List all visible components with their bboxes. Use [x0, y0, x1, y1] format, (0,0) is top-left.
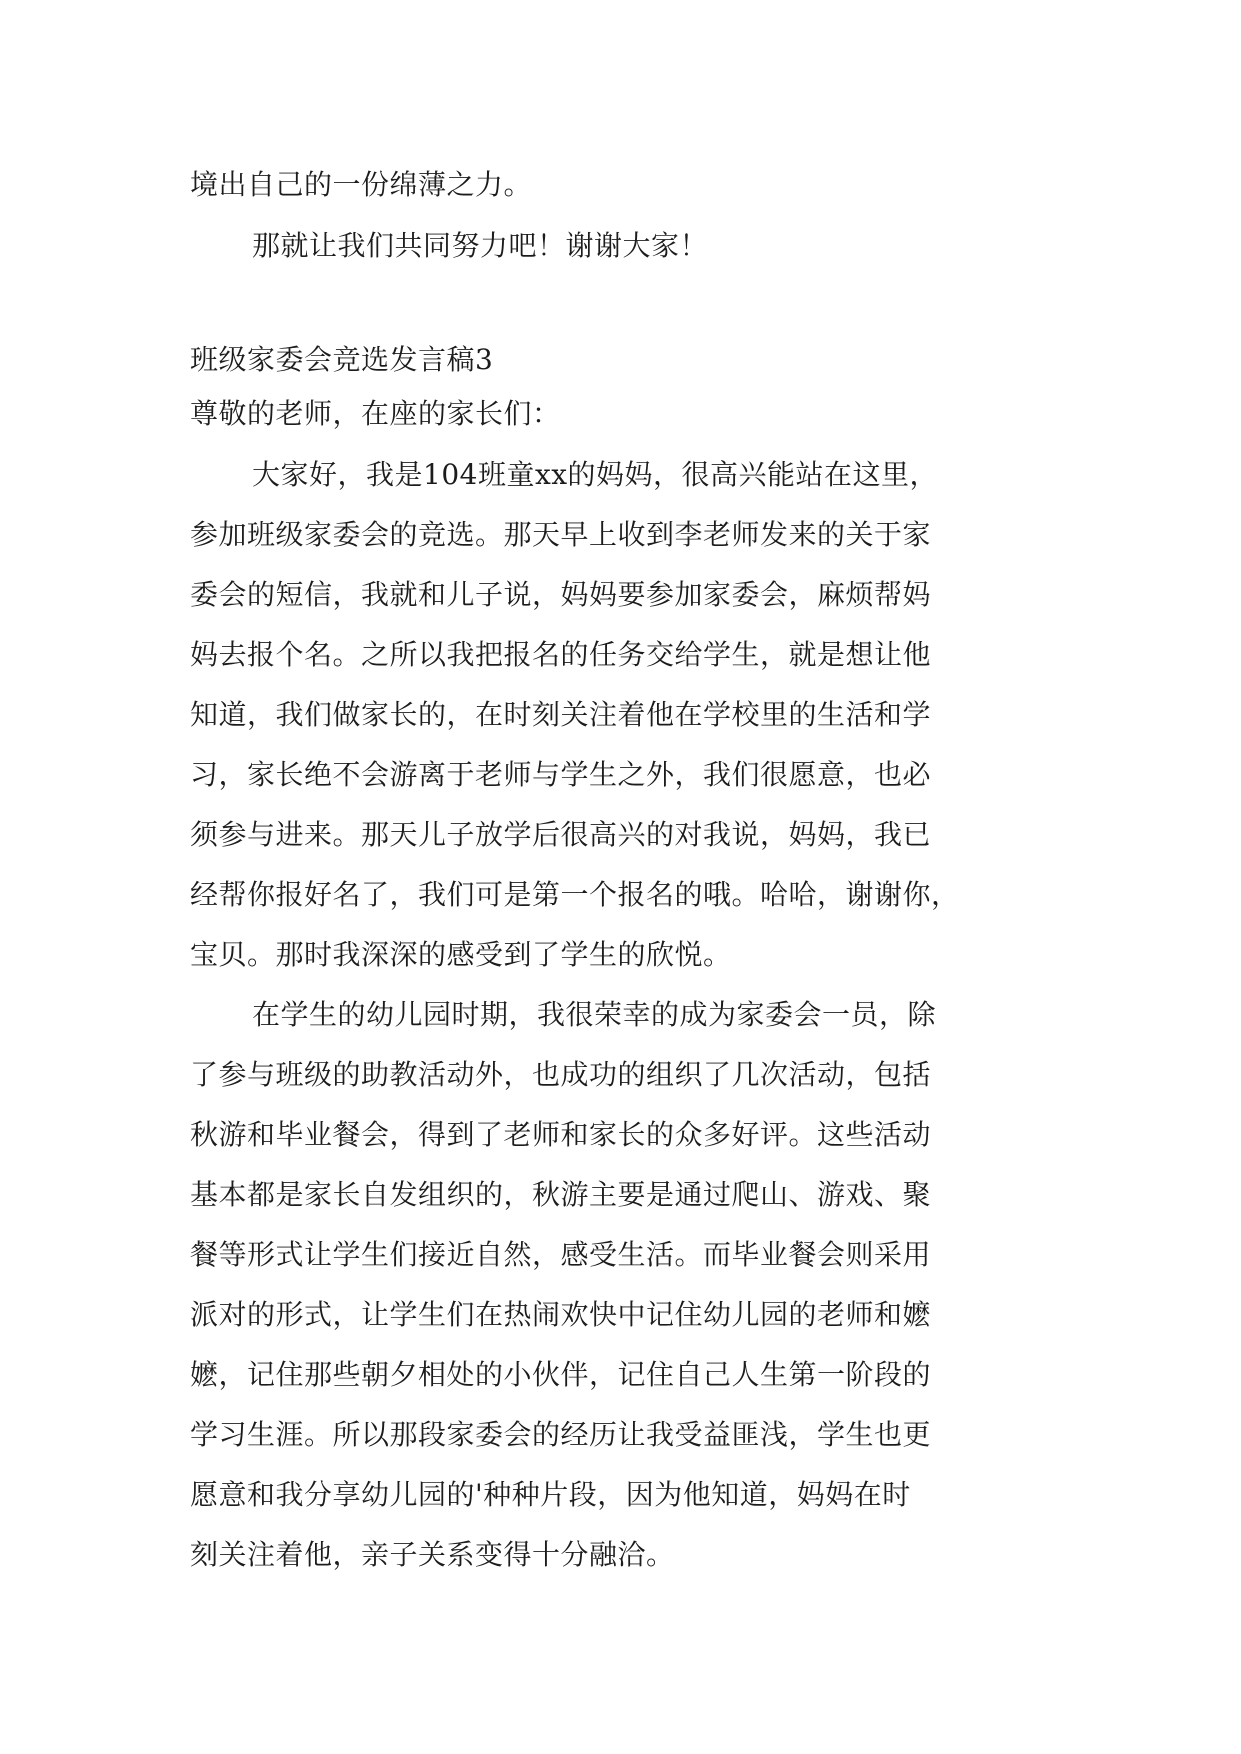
paragraph-line: 境出自己的一份绵薄之力。	[190, 168, 533, 201]
paragraph-line: 餐等形式让学生们接近自然，感受生活。而毕业餐会则采用	[190, 1238, 932, 1271]
paragraph-line: 学习生涯。所以那段家委会的经历让我受益匪浅，学生也更	[190, 1418, 932, 1451]
paragraph-line: 须参与进来。那天儿子放学后很高兴的对我说，妈妈，我已	[190, 818, 932, 851]
paragraph-line: 愿意和我分享幼儿园的'种种片段，因为他知道，妈妈在时	[190, 1478, 911, 1511]
paragraph-line: 知道，我们做家长的，在时刻关注着他在学校里的生活和学	[190, 698, 932, 731]
paragraph-line: 宝贝。那时我深深的感受到了学生的欣悦。	[190, 938, 732, 971]
paragraph-line: 妈去报个名。之所以我把报名的任务交给学生，就是想让他	[190, 638, 932, 671]
paragraph-line: 参加班级家委会的竞选。那天早上收到李老师发来的关于家	[190, 518, 932, 551]
section-title: 班级家委会竞选发言稿3	[190, 343, 494, 376]
paragraph-line: 刻关注着他，亲子关系变得十分融洽。	[190, 1538, 675, 1571]
paragraph-line: 大家好，我是104班童xx的妈妈，很高兴能站在这里，	[252, 458, 939, 491]
paragraph-line: 在学生的幼儿园时期，我很荣幸的成为家委会一员，除	[252, 998, 937, 1031]
paragraph-line: 经帮你报好名了，我们可是第一个报名的哦。哈哈，谢谢你，	[190, 878, 960, 911]
paragraph-line: 派对的形式，让学生们在热闹欢快中记住幼儿园的老师和嬷	[190, 1298, 932, 1331]
paragraph-line: 嬷，记住那些朝夕相处的小伙伴，记住自己人生第一阶段的	[190, 1358, 932, 1391]
paragraph-line: 秋游和毕业餐会，得到了老师和家长的众多好评。这些活动	[190, 1118, 932, 1151]
paragraph-line: 习，家长绝不会游离于老师与学生之外，我们很愿意，也必	[190, 758, 932, 791]
paragraph-line: 委会的短信，我就和儿子说，妈妈要参加家委会，麻烦帮妈	[190, 578, 932, 611]
paragraph-line: 那就让我们共同努力吧！谢谢大家！	[252, 229, 709, 262]
paragraph-line: 了参与班级的助教活动外，也成功的组织了几次活动，包括	[190, 1058, 932, 1091]
salutation: 尊敬的老师，在座的家长们：	[190, 397, 561, 430]
paragraph-line: 基本都是家长自发组织的，秋游主要是通过爬山、游戏、聚	[190, 1178, 932, 1211]
